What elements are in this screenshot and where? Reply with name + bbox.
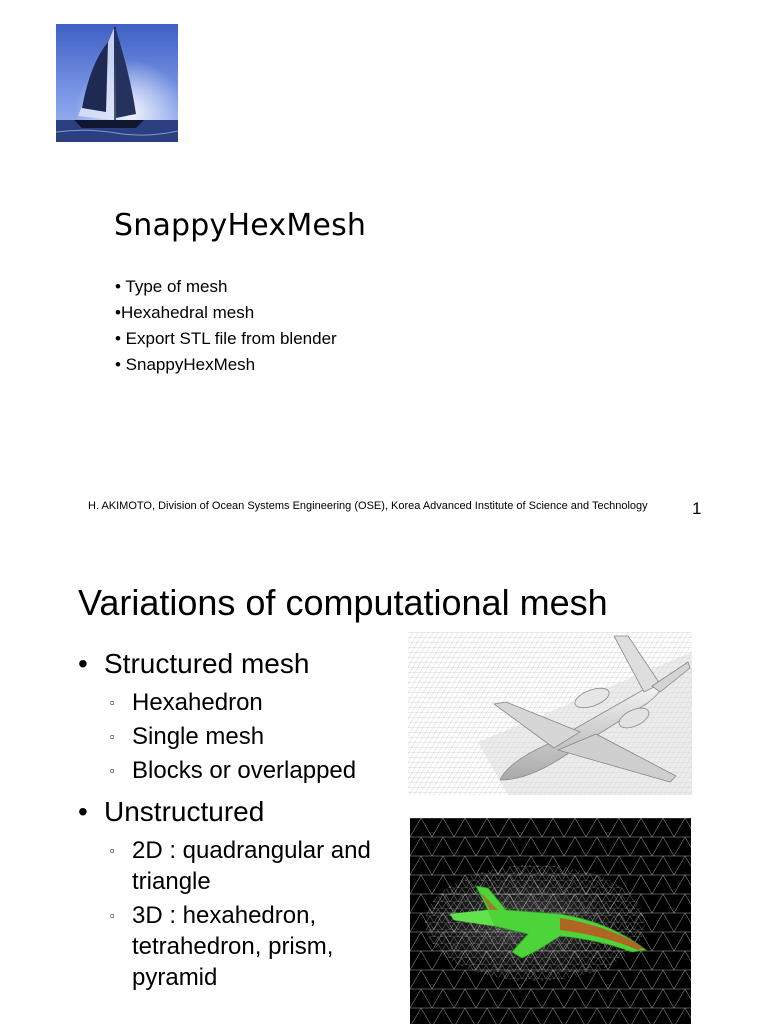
list-item-unstructured (78, 792, 408, 832)
slide2-bullet-list (78, 644, 408, 993)
page-number: 1 (692, 499, 702, 518)
sailboat-photo (56, 24, 178, 142)
bullet-label: Unstructured (104, 796, 265, 827)
sub-bullet-label: Hexahedron (132, 689, 263, 716)
sub-list-item (110, 721, 408, 752)
list-item: • SnappyHexMesh (115, 355, 256, 374)
sub-bullet-label: Single mesh (132, 723, 265, 750)
sub-bullet-label: Blocks or overlapped (132, 757, 357, 784)
square-bullet-icon: ▫ (110, 763, 115, 778)
slide1-title: SnappyHexMesh (114, 208, 367, 243)
sub-list-item (110, 687, 408, 718)
unstructured-mesh-airplane-image (410, 818, 691, 1024)
sub-list-item (110, 835, 408, 897)
square-bullet-icon: ▫ (110, 908, 115, 923)
list-item-structured (78, 644, 408, 684)
slide1-bullet-list (115, 274, 337, 378)
bullet-icon: • (78, 796, 88, 827)
sub-bullet-label: 2D : quadrangular and triangle (132, 837, 371, 895)
list-item: • Export STL file from blender (115, 329, 337, 348)
square-bullet-icon: ▫ (110, 729, 115, 744)
bullet-label: Structured mesh (104, 648, 310, 679)
sub-list-item (110, 900, 408, 993)
sub-bullet-label: 3D : hexahedron, tetrahedron, prism, pyramid (132, 902, 334, 991)
bullet-icon: • (78, 648, 88, 679)
structured-mesh-airplane-image (408, 632, 692, 795)
footer-credit: H. AKIMOTO, Division of Ocean Systems Engineering (OSE), Korea Advanced Institute of Science and Technology (88, 500, 648, 512)
square-bullet-icon: ▫ (110, 843, 115, 858)
sub-list-item (110, 755, 408, 786)
slide2-title: Variations of computational mesh (78, 582, 608, 623)
list-item: • Type of mesh (115, 277, 228, 296)
list-item: •Hexahedral mesh (115, 303, 255, 322)
square-bullet-icon: ▫ (110, 695, 115, 710)
